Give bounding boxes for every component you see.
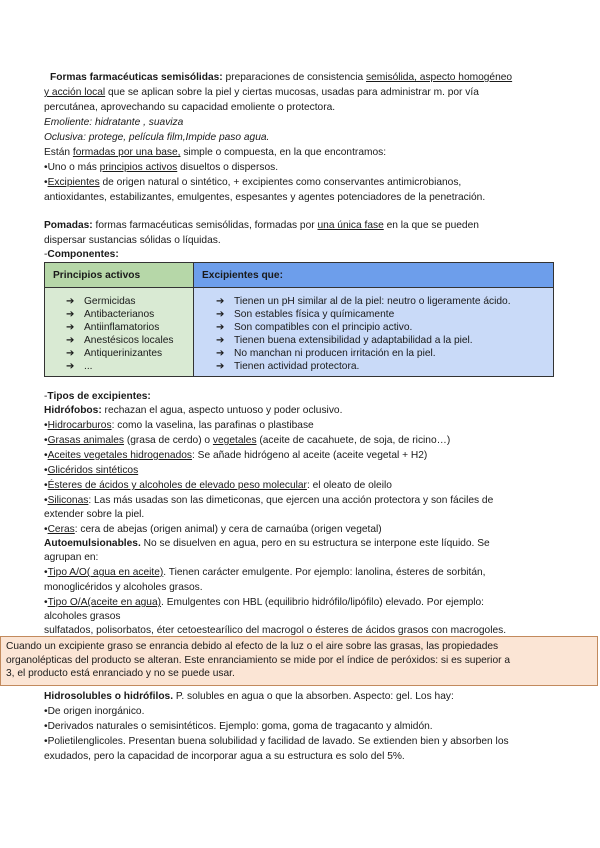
- list-item: ➔ Son compatibles con el principio activo.: [216, 322, 413, 333]
- enranciamiento-note: [0, 636, 598, 686]
- intro-term-semisolida: semisólida, aspecto homogéneo: [365, 72, 513, 83]
- table-header-principios: Principios activos: [45, 263, 194, 288]
- list-item: ➔ Tienen actividad protectora.: [216, 361, 360, 372]
- principios-cell: [45, 288, 194, 377]
- item-aceites-hidrogenados: •Aceites vegetales hidrogenados: Se añade hidrógeno al aceite (aceite vegetal + H2): [44, 450, 428, 461]
- item-hidrocarburos: •Hidrocarburos: como la vaselina, las parafinas o plastibase: [44, 420, 314, 431]
- arrow-icon: ➔: [66, 335, 75, 346]
- arrow-icon: ➔: [216, 309, 225, 320]
- excipientes-cell: [194, 288, 554, 377]
- list-item: ➔ Antibacterianos: [66, 309, 155, 320]
- hidrofobos-line: Hidrófobos: rechazan el agua, aspecto untuoso y poder oclusivo.: [44, 405, 343, 416]
- arrow-icon: ➔: [216, 348, 225, 359]
- list-item: ➔ Antiquerinizantes: [66, 348, 163, 359]
- intro-line-1: Formas farmacéuticas semisólidas: preparaciones de consistencia semisólida, aspecto homogéneo: [50, 72, 513, 83]
- item-ceras: •Ceras: cera de abejas (origen animal) y cera de carnaúba (origen vegetal): [44, 524, 382, 535]
- item-tipo-ao-line-2: monoglicéridos y alcoholes grasos.: [44, 582, 203, 593]
- pomadas-line-2: dispersar sustancias sólidas o líquidas.: [44, 235, 221, 246]
- autoemulsionables-line: Autoemulsionables. No se disuelven en agua, pero en su estructura se interpone este líquido. Se: [44, 538, 490, 549]
- bullet-excipientes-line-2: antioxidantes, estabilizantes, emulgentes, espesantes y agentes potenciadores de la penetración.: [44, 192, 486, 203]
- hidrosolubles-line: Hidrosolubles o hidrófilos. P. solubles en agua o que la absorben. Aspecto: gel. Los hay:: [44, 691, 454, 702]
- list-item: ➔ Anestésicos locales: [66, 335, 174, 346]
- list-item: ➔ ...: [66, 361, 93, 372]
- note-line-1: Cuando un excipiente graso se enrancia debido al efecto de la luz o el aire sobre las grasas, las propiedades: [6, 641, 499, 652]
- intro-line-3: percutánea, aprovechando su capacidad emoliente o protectora.: [44, 102, 336, 113]
- arrow-icon: ➔: [66, 361, 75, 372]
- hidro-item-polietilenglicoles: •Polietilenglicoles. Presentan buena solubilidad y facilidad de lavado. Se extienden bien y absorben los: [44, 736, 509, 747]
- tipos-heading: -Tipos de excipientes:: [44, 391, 151, 402]
- pomadas-title: Pomadas:: [44, 220, 93, 231]
- arrow-icon: ➔: [216, 296, 225, 307]
- list-item: ➔ Antiinflamatorios: [66, 322, 160, 333]
- item-siliconas: •Siliconas: Las más usadas son las dimeticonas, que ejercen una acción protectora y son fáciles de: [44, 495, 494, 506]
- note-line-2: organolépticas del producto se alteran. Este enranciamiento se mide por el índice de peróxidos: si es superior a: [6, 654, 511, 666]
- item-gliceridos: •Glicéridos sintéticos: [44, 465, 139, 476]
- item-tipo-oa-line-2: alcoholes grasos: [44, 611, 121, 622]
- hidro-item-inorganico: •De origen inorgánico.: [44, 706, 145, 717]
- components-table: [44, 262, 554, 377]
- list-item: ➔ No manchan ni producen irritación en la piel.: [216, 348, 436, 359]
- table-header-excipientes: Excipientes que:: [194, 263, 554, 288]
- componentes-heading: -Componentes:: [44, 249, 119, 260]
- item-grasas: •Grasas animales (grasa de cerdo) o vegetales (aceite de cacahuete, de soja, de ricino…): [44, 435, 451, 446]
- arrow-icon: ➔: [66, 322, 75, 333]
- item-tipo-oa: •Tipo O/A(aceite en agua). Emulgentes con HBL (equilibrio hidrófilo/lipófilo) elevado. Por ejemplo:: [44, 597, 484, 608]
- item-esteres: •Ésteres de ácidos y alcoholes de elevado peso molecular: el oleato de oleilo: [44, 480, 392, 491]
- oclusiva-definition: Oclusiva: protege, película film,Impide paso agua.: [44, 132, 270, 143]
- emoliente-definition: Emoliente: hidratante , suaviza: [44, 117, 184, 128]
- note-line-3: 3, el producto está enranciado y no se puede usar.: [6, 668, 235, 679]
- pomadas-line-1: Pomadas: formas farmacéuticas semisólidas, formadas por una única fase en la que se pueden: [44, 220, 479, 231]
- intro-title: Formas farmacéuticas semisólidas:: [50, 72, 223, 83]
- arrow-icon: ➔: [66, 309, 75, 320]
- arrow-icon: ➔: [66, 296, 75, 307]
- item-siliconas-line-2: extender sobre la piel.: [44, 509, 145, 520]
- bullet-principios-activos: •Uno o más principios activos disueltos o dispersos.: [44, 162, 279, 173]
- hidro-item-derivados: •Derivados naturales o semisintéticos. Ejemplo: goma, goma de tragacanto y almidón.: [44, 721, 433, 732]
- arrow-icon: ➔: [216, 322, 225, 333]
- bullet-excipientes: •Excipientes de origen natural o sintético, + excipientes como conservantes antimicrobianos,: [44, 177, 462, 188]
- arrow-icon: ➔: [66, 348, 75, 359]
- arrow-icon: ➔: [216, 335, 225, 346]
- intro-term-accion-local: y acción local: [44, 87, 106, 98]
- list-item: ➔ Son estables física y químicamente: [216, 309, 395, 320]
- list-item: ➔ Tienen buena extensibilidad y adaptabilidad a la piel.: [216, 335, 473, 346]
- autoemulsionables-line-2: agrupan en:: [44, 552, 99, 563]
- item-tipo-oa-line-3: sulfatados, polisorbatos, éter cetoestearílico del macrogol o ésteres de ácidos grasos con macrogoles.: [44, 625, 507, 636]
- item-tipo-ao: •Tipo A/O( agua en aceite). Tienen carácter emulgente. Por ejemplo: lanolina, ésteres de sorbitán,: [44, 567, 486, 578]
- list-item: ➔ Tienen un pH similar al de la piel: neutro o ligeramente ácido.: [216, 296, 511, 307]
- hidro-item-polietilenglicoles-line-2: exudados, pero la capacidad de incorporar agua a su estructura es solo del 5%.: [44, 751, 405, 762]
- arrow-icon: ➔: [216, 361, 225, 372]
- base-line: Están formadas por una base, simple o compuesta, en la que encontramos:: [44, 147, 387, 158]
- list-item: ➔ Germicidas: [66, 296, 136, 307]
- intro-line-2: y acción local que se aplican sobre la piel y ciertas mucosas, usadas para administrar m. por vía: [44, 87, 479, 98]
